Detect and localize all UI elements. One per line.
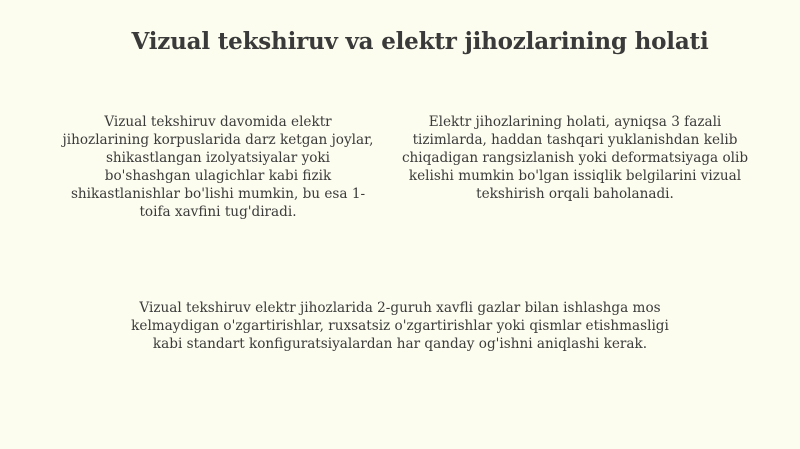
paragraph-thermal-signs: Elektr jihozlarining holati, ayniqsa 3 fazali tizimlarda, haddan tashqari yuklanishdan kelib chiqadigan rangsizlanish yoki deformatsiyaga olib kelishi mumkin bo'lgan issiqlik belgilarini vizual tekshirish orqali baholanadi. [401,114,749,202]
slide-title: Vizual tekshiruv va elektr jihozlarining holati [131,28,709,55]
paragraph-configuration-deviation: Vizual tekshiruv elektr jihozlarida 2-guruh xavfli gazlar bilan ishlashga mos kelmaydigan o'zgartirishlar, ruxsatsiz o'zgartirishlar yoki qismlar etishmasligi kabi standart konfiguratsiyalardan har qanday og'ishni aniqlashi kerak. [131,300,669,352]
paragraph-physical-damage: Vizual tekshiruv davomida elektr jihozlarining korpuslarida darz ketgan joylar, shikastlangan izolyatsiyalar yoki bo'shashgan ulagichlar kabi fizik shikastlanishlar bo'lishi mumkin, bu esa 1-toifa xavfini tug'diradi. [62,114,374,220]
